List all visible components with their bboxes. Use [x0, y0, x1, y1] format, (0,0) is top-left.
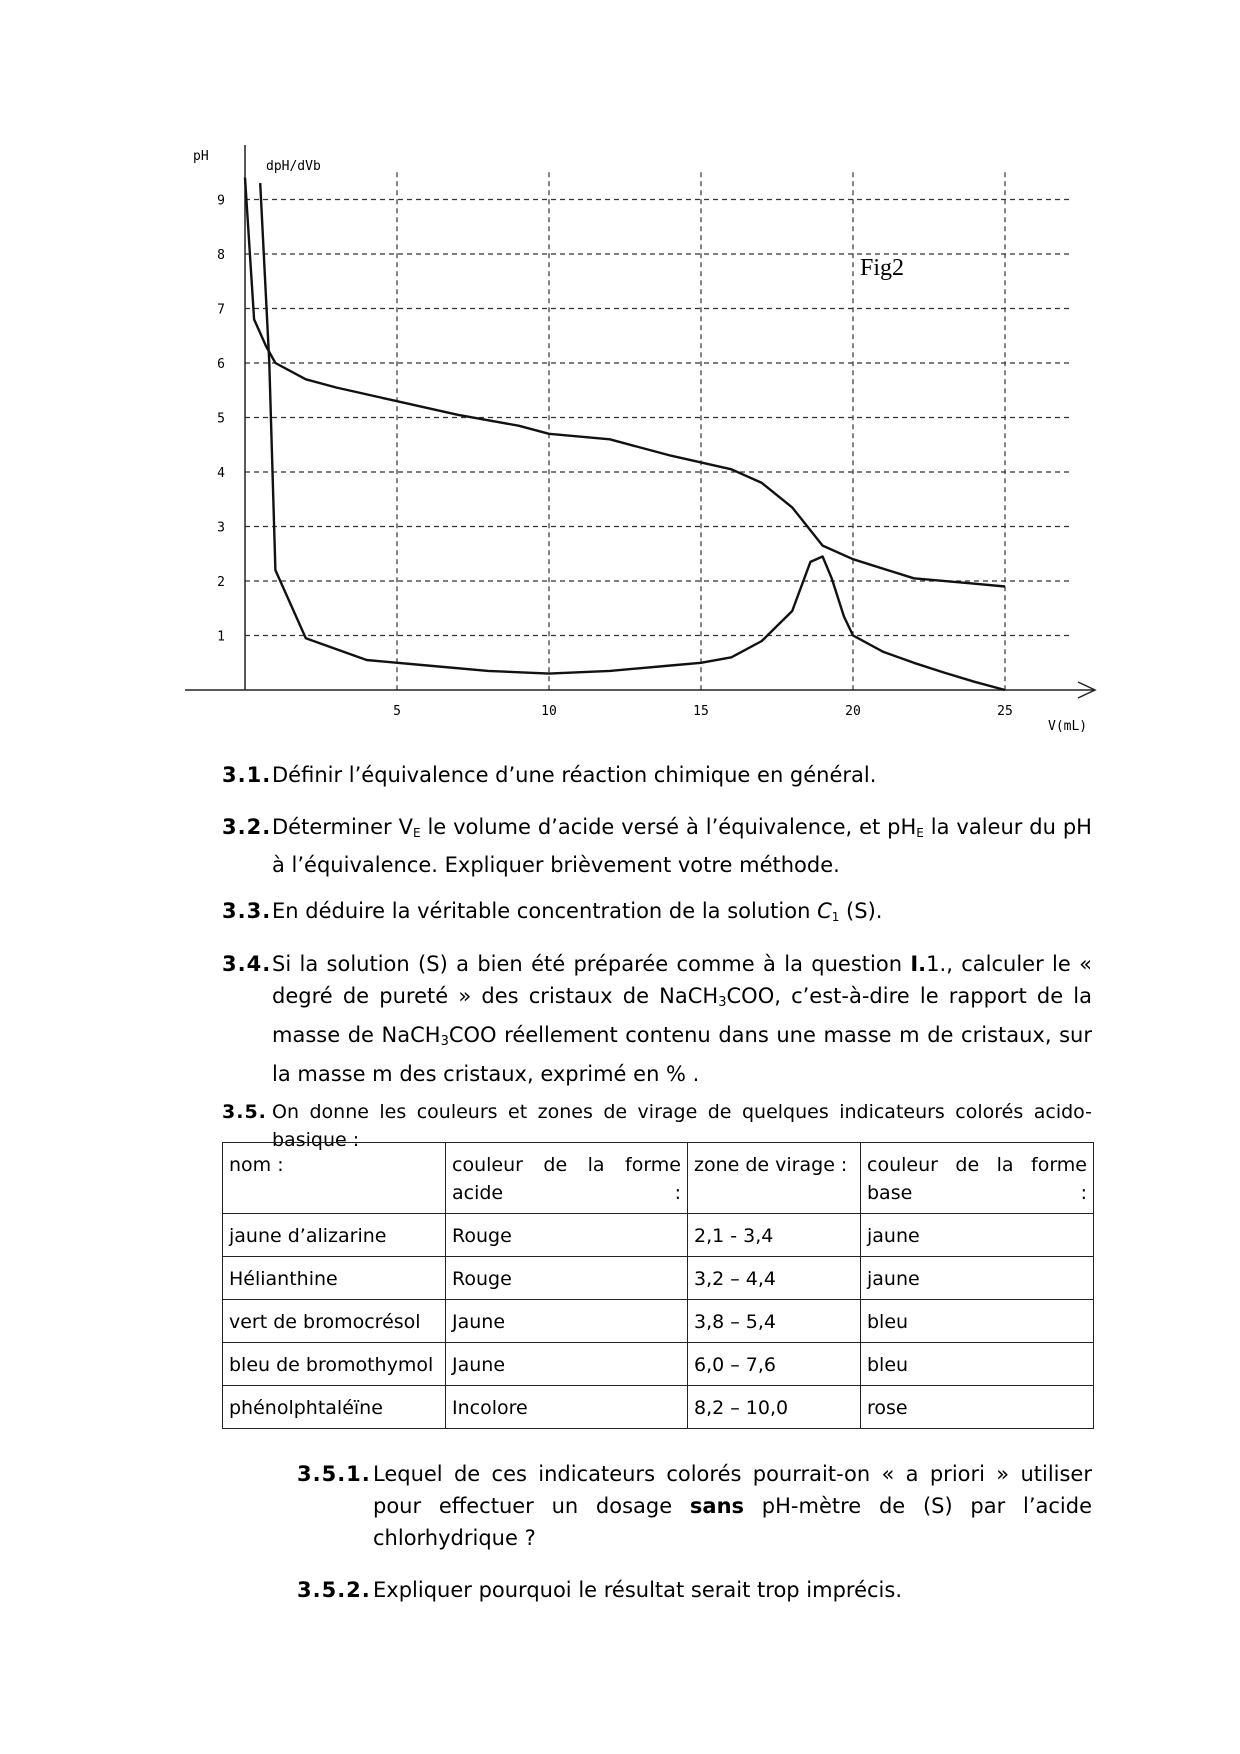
question-text: Lequel de ces indicateurs colorés pourrait-on « a priori » utiliser pour effectuer un dosage sans pH-mètre de (S) par l’acide chlorhydrique ?: [373, 1462, 1092, 1550]
question-3-5-1: [297, 1458, 1092, 1554]
table-cell: 6,0 – 7,6: [688, 1343, 861, 1386]
question-text: On donne les couleurs et zones de virage de quelques indicateurs colorés acido-basique :: [272, 1101, 1092, 1151]
table-cell: Jaune: [446, 1300, 688, 1343]
x-tick-labels: [393, 704, 1013, 719]
question-number: 3.5.2.: [297, 1578, 371, 1602]
question-number: 3.5.: [222, 1101, 267, 1123]
y2-axis-label: dpH/dVb: [266, 159, 321, 174]
table-row: [223, 1214, 1094, 1257]
ph-curve: [245, 178, 1005, 587]
y-tick-label: 3: [217, 520, 225, 536]
table-header-row: [223, 1143, 1094, 1214]
x-tick-label: 10: [541, 704, 557, 719]
titration-chart: [0, 0, 1240, 740]
table-cell: Rouge: [446, 1214, 688, 1257]
table-cell: phénolphtaléïne: [223, 1386, 446, 1429]
question-number: 3.5.1.: [297, 1462, 371, 1486]
y-tick-labels: [217, 194, 225, 645]
y-tick-label: 5: [217, 411, 225, 427]
table-cell: vert de bromocrésol: [223, 1300, 446, 1343]
question-number: 3.4.: [222, 952, 272, 976]
table-cell: 3,8 – 5,4: [688, 1300, 861, 1343]
question-number: 3.2.: [222, 815, 272, 839]
table-row: [223, 1343, 1094, 1386]
table-cell: bleu de bromothymol: [223, 1343, 446, 1386]
y-tick-label: 1: [217, 629, 225, 645]
table-cell: bleu: [861, 1300, 1094, 1343]
y-tick-label: 8: [217, 248, 225, 263]
x-axis-label: V(mL): [1048, 719, 1088, 734]
table-header-cell: couleur de la forme acide :: [446, 1143, 688, 1214]
table-cell: jaune: [861, 1257, 1094, 1300]
y-axis-label: pH: [193, 149, 209, 164]
table-cell: Rouge: [446, 1257, 688, 1300]
x-tick-label: 25: [997, 704, 1013, 719]
table-cell: Jaune: [446, 1343, 688, 1386]
question-number: 3.1.: [222, 763, 272, 787]
table-cell: Hélianthine: [223, 1257, 446, 1300]
x-tick-label: 20: [845, 704, 861, 719]
question-text: Expliquer pourquoi le résultat serait trop imprécis.: [373, 1578, 903, 1602]
table-cell: rose: [861, 1386, 1094, 1429]
chart-grid: [245, 172, 1072, 690]
y-tick-label: 2: [217, 575, 225, 590]
question-3-3: [222, 895, 1092, 933]
y-tick-label: 9: [217, 193, 225, 209]
chart-axes: [185, 145, 1095, 698]
y-tick-label: 7: [217, 302, 225, 318]
table-cell: jaune: [861, 1214, 1094, 1257]
table-row: [223, 1300, 1094, 1343]
table-cell: jaune d’alizarine: [223, 1214, 446, 1257]
x-tick-label: 5: [393, 704, 401, 719]
question-3-1: [222, 759, 1092, 791]
y-tick-label: 6: [217, 357, 225, 372]
table-cell: bleu: [861, 1343, 1094, 1386]
table-header-cell: zone de virage :: [688, 1143, 861, 1214]
table-cell: 8,2 – 10,0: [688, 1386, 861, 1429]
question-3-4: [222, 948, 1092, 1090]
question-text: Définir l’équivalence d’une réaction chimique en général.: [272, 763, 877, 787]
table-cell: 3,2 – 4,4: [688, 1257, 861, 1300]
table-header-cell: couleur de la forme base :: [861, 1143, 1094, 1214]
y-tick-label: 4: [217, 466, 225, 481]
question-3-5-2: [297, 1574, 1092, 1606]
table-header-cell: nom :: [223, 1143, 446, 1214]
x-tick-label: 15: [693, 704, 709, 719]
table-cell: Incolore: [446, 1386, 688, 1429]
table-row: [223, 1257, 1094, 1300]
figure-label: Fig2: [860, 255, 905, 281]
table-row: [223, 1386, 1094, 1429]
question-number: 3.3.: [222, 899, 272, 923]
question-text: Si la solution (S) a bien été préparée comme à la question I.1., calculer le « degré de pureté » des cristaux de NaCH3COO, c’est-à-dire le rapport de la masse de NaCH3COO réellement contenu dans une masse m de cristaux, sur la masse m des cristaux, exprimé en % .: [272, 952, 1092, 1086]
table-cell: 2,1 - 3,4: [688, 1214, 861, 1257]
question-text: En déduire la véritable concentration de la solution C1 (S).: [272, 899, 883, 924]
question-text: Déterminer VE le volume d’acide versé à l’équivalence, et pHE la valeur du pH à l’équivalence. Expliquer brièvement votre méthode.: [272, 815, 1092, 877]
indicators-table: [222, 1142, 1094, 1429]
question-3-2: [222, 811, 1092, 881]
